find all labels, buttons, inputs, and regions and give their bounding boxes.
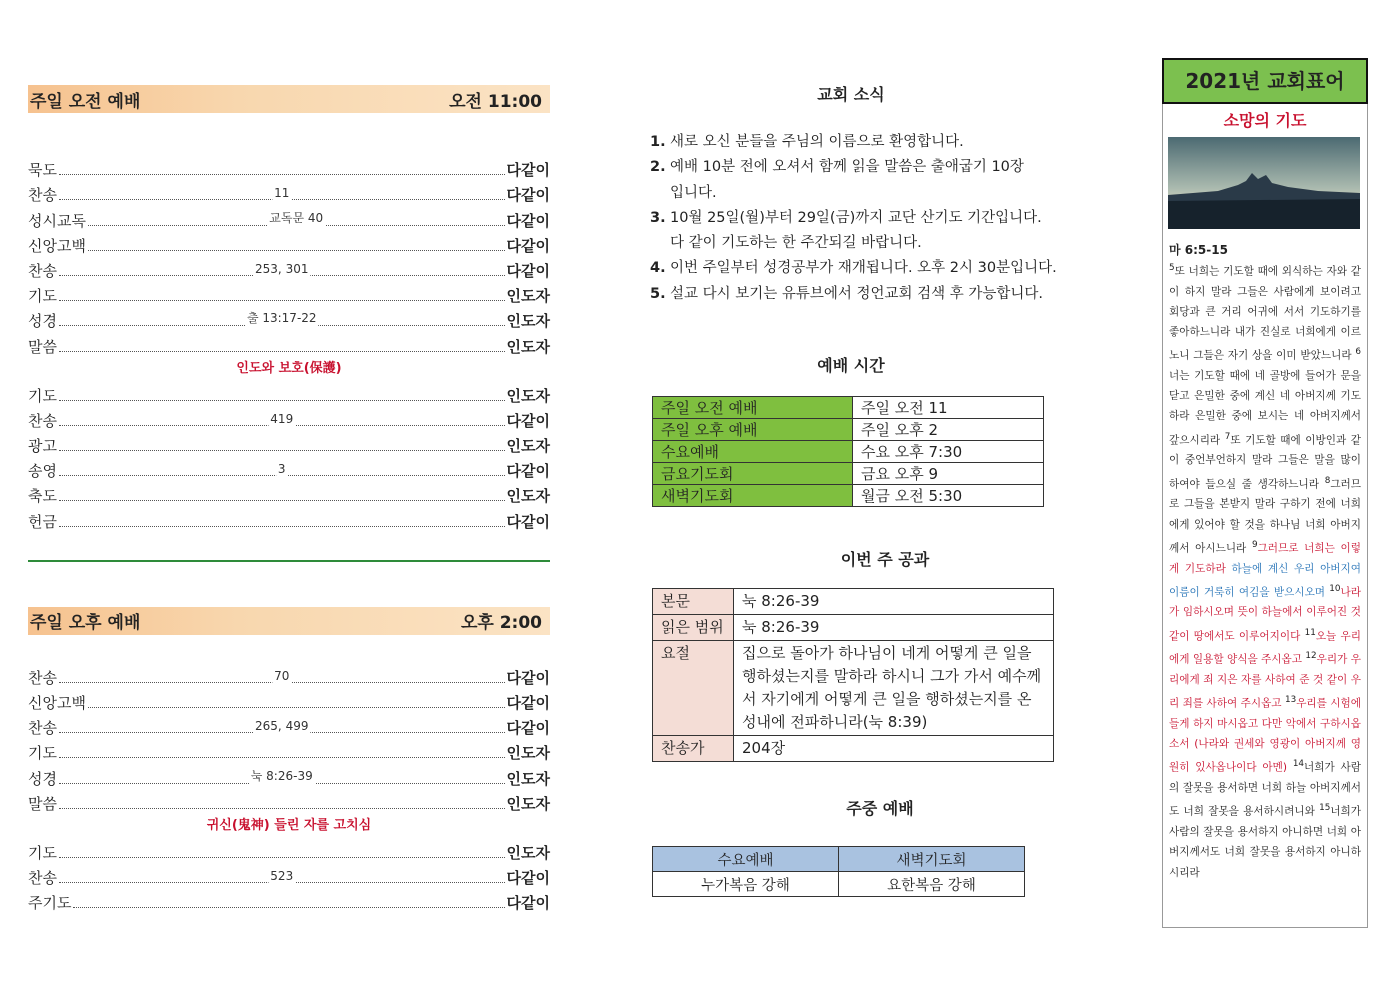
lesson-value: 눅 8:26-39 bbox=[734, 589, 1054, 615]
order-row bbox=[28, 205, 550, 230]
order-item-detail: 419 bbox=[270, 411, 294, 426]
scripture-text: $^5$또 너희는 기도할 때에 외식하는 자와 같이 하지 말라 그들은 사람에게 보이려고 회당과 큰 거리 어귀에 서서 기도하기를 좋아하느니라 내가 진실로 너희에게 이르노니 그들은 자기 상을 이미 받았느니라 $^6$너는 기도할 때에 네 골방에 들어가 문을 닫고 은밀한 중에 계신 네 아버지께 기도하라 은밀한 중에 보시는 네 아버지께서 갚으시리라 $^7$또 기도할 때에 이방인과 같이 중언부언하지 말라 그들은 말을 많이 하여야 들으실 줄 생각하느니라 $^8$그러므로 그들을 본받지 말라 구하기 전에 너희에게 있어야 할 것을 하나님 너희 아버지께서 아시느니라 $^9$그러므로 너희는 이렇게 기도하라 하늘에 계신 우리 아버지여 이름이 거룩히 여김을 받으시오며 $^{10}$나라가 임하시오며 뜻이 하늘에서 이루어진 것 같이 땅에서도 이루어지이다 $^{11}$오늘 우리에게 일용할 양식을 주시옵고 $^{12}$우리가 우리에게 죄 지은 자를 사하여 준 것 같이 우리 죄를 사하여 주시옵고 $^{13}$우리를 시험에 들게 하지 마시옵고 다만 악에서 구하시옵소서 (나라와 권세와 영광이 아버지께 영원히 있사옵나이다 아멘) $^{14}$너희가 사람의 잘못을 용서하면 너희 하늘 아버지께서도 너희 잘못을 용서하시려니와 $^{15}$너희가 사람의 잘못을 용서하지 아니하면 너희 아버지께서도 너희 잘못을 용서하지 아니하시리라 bbox=[1169, 263, 1362, 879]
order-item-detail: 눅 8:26-39 bbox=[250, 768, 313, 783]
order-item-leader: 인도자 bbox=[506, 843, 550, 862]
motto-body bbox=[1162, 104, 1368, 928]
order-item-label: 찬송 bbox=[28, 719, 57, 738]
order-row bbox=[28, 431, 550, 456]
scripture-reference: 마 6:5-15 bbox=[1169, 243, 1228, 257]
dot-leader bbox=[59, 499, 505, 501]
order-item-label: 찬송 bbox=[28, 869, 57, 888]
order-item-leader: 다같이 bbox=[506, 161, 550, 180]
order-item-leader: 인도자 bbox=[506, 287, 550, 306]
order-row bbox=[28, 381, 550, 406]
news-item-text: 설교 다시 보기는 유튜브에서 정언교회 검색 후 가능합니다. bbox=[670, 285, 1044, 302]
news-item-number: 4. bbox=[650, 260, 666, 277]
morning-order-list-after-sermon bbox=[28, 381, 550, 532]
order-item-label: 묵도 bbox=[28, 161, 57, 180]
order-item-label: 성경 bbox=[28, 769, 57, 788]
dot-leader bbox=[88, 210, 505, 226]
order-item-label: 말씀 bbox=[28, 794, 57, 813]
dot-leader bbox=[59, 299, 505, 301]
order-item-label: 신앙고백 bbox=[28, 236, 86, 255]
news-item-number: 5. bbox=[650, 285, 666, 302]
dot-leader bbox=[59, 525, 505, 527]
dot-leader bbox=[59, 411, 505, 426]
order-item-leader: 다같이 bbox=[506, 894, 550, 913]
order-item-detail: 265, 499 bbox=[255, 719, 309, 734]
lesson-title: 이번 주 공과 bbox=[840, 550, 930, 570]
dot-leader bbox=[59, 350, 505, 352]
order-row bbox=[28, 256, 550, 281]
afternoon-service-header bbox=[28, 607, 550, 635]
afternoon-order-list bbox=[28, 663, 550, 814]
order-item-detail: 출 13:17-22 bbox=[246, 311, 317, 326]
lesson-value: 집으로 돌아가 하나님이 네게 어떻게 큰 일을 행하셨는지를 말하라 하시니 그가 가서 예수께서 자기에게 어떻게 큰 일을 행하셨는지를 온 성내에 전파하니라(눅 8:39) bbox=[734, 641, 1054, 736]
schedule-service-time: 수요 오후 7:30 bbox=[853, 441, 1044, 463]
order-row bbox=[28, 180, 550, 205]
news-item bbox=[650, 130, 1090, 155]
weekday-value-wed: 누가복음 강해 bbox=[653, 872, 839, 897]
order-item-leader: 다같이 bbox=[506, 869, 550, 888]
order-item-leader: 다같이 bbox=[506, 719, 550, 738]
schedule-row bbox=[653, 463, 1044, 485]
motto-title: 2021년 교회표어 bbox=[1162, 58, 1368, 104]
news-item-continuation: 다 같이 기도하는 한 주간되길 바랍니다. bbox=[670, 235, 922, 252]
order-item-label: 헌금 bbox=[28, 512, 57, 531]
lesson-row bbox=[653, 736, 1054, 762]
dot-leader bbox=[73, 906, 504, 908]
order-item-leader: 인도자 bbox=[506, 386, 550, 405]
order-item-leader: 다같이 bbox=[506, 211, 550, 230]
schedule-service-name: 새벽기도회 bbox=[653, 485, 853, 507]
morning-sermon-title: 인도와 보호(保護) bbox=[236, 360, 342, 376]
prayer-title: 소망의 기도 bbox=[1223, 111, 1307, 130]
dot-leader bbox=[59, 719, 505, 734]
order-item-detail: 70 bbox=[274, 668, 290, 683]
order-item-label: 기도 bbox=[28, 843, 57, 862]
dot-leader bbox=[59, 856, 505, 858]
order-item-leader: 다같이 bbox=[506, 512, 550, 531]
order-item-leader: 인도자 bbox=[506, 437, 550, 456]
schedule-row bbox=[653, 485, 1044, 507]
order-row bbox=[28, 281, 550, 306]
lesson-value: 204장 bbox=[734, 736, 1054, 762]
dot-leader bbox=[59, 756, 505, 758]
order-row bbox=[28, 863, 550, 888]
lesson-key: 읽은 범위 bbox=[653, 615, 734, 641]
order-item-label: 축도 bbox=[28, 487, 57, 506]
news-item-text: 예배 10분 전에 오셔서 함께 읽을 말씀은 출애굽기 10장 bbox=[670, 159, 1024, 176]
order-item-leader: 다같이 bbox=[506, 261, 550, 280]
schedule-row bbox=[653, 397, 1044, 419]
dot-leader bbox=[59, 869, 505, 884]
church-motto-panel bbox=[1162, 58, 1368, 928]
order-item-label: 찬송 bbox=[28, 668, 57, 687]
order-row bbox=[28, 406, 550, 431]
worship-order-column bbox=[28, 85, 550, 913]
schedule-row bbox=[653, 419, 1044, 441]
order-item-leader: 다같이 bbox=[506, 186, 550, 205]
weekday-header-dawn: 새벽기도회 bbox=[839, 847, 1025, 872]
news-list bbox=[650, 130, 1090, 307]
schedule-service-time: 주일 오전 11 bbox=[853, 397, 1044, 419]
dot-leader bbox=[59, 311, 505, 326]
order-item-detail: 523 bbox=[270, 869, 294, 884]
schedule-table bbox=[652, 396, 1044, 507]
afternoon-sermon-title: 귀신(鬼神) 들린 자를 고치심 bbox=[206, 817, 372, 833]
dot-leader bbox=[59, 186, 505, 201]
order-row bbox=[28, 838, 550, 863]
order-item-leader: 다같이 bbox=[506, 462, 550, 481]
morning-service-time: 오전 11:00 bbox=[449, 91, 542, 112]
order-item-leader: 인도자 bbox=[506, 337, 550, 356]
order-item-leader: 다같이 bbox=[506, 668, 550, 687]
order-row bbox=[28, 155, 550, 180]
dot-leader bbox=[59, 261, 505, 276]
order-item-label: 광고 bbox=[28, 437, 57, 456]
news-item-text: 새로 오신 분들을 주님의 이름으로 환영합니다. bbox=[670, 134, 964, 150]
schedule-title: 예배 시간 bbox=[817, 356, 885, 376]
order-item-label: 찬송 bbox=[28, 186, 57, 205]
order-item-leader: 다같이 bbox=[506, 694, 550, 712]
news-item-text: 이번 주일부터 성경공부가 재개됩니다. 오후 2시 30분입니다. bbox=[670, 260, 1057, 277]
order-item-label: 찬송 bbox=[28, 411, 57, 430]
news-item bbox=[650, 206, 1090, 231]
news-item-continuation: 입니다. bbox=[670, 184, 717, 201]
afternoon-order-list-after-sermon bbox=[28, 838, 550, 914]
order-item-label: 주기도 bbox=[28, 894, 72, 913]
lesson-key: 요절 bbox=[653, 641, 734, 736]
morning-service-title: 주일 오전 예배 bbox=[30, 91, 141, 112]
order-item-leader: 인도자 bbox=[506, 794, 550, 813]
order-row bbox=[28, 231, 550, 256]
afternoon-service-title: 주일 오후 예배 bbox=[30, 613, 141, 634]
order-row bbox=[28, 763, 550, 788]
schedule-service-name: 수요예배 bbox=[653, 441, 853, 463]
dot-leader bbox=[59, 449, 505, 451]
order-item-leader: 인도자 bbox=[506, 487, 550, 506]
order-item-label: 성시교독 bbox=[28, 211, 86, 230]
schedule-service-name: 주일 오후 예배 bbox=[653, 419, 853, 441]
order-row bbox=[28, 331, 550, 356]
order-item-detail: 11 bbox=[274, 186, 290, 201]
order-row bbox=[28, 456, 550, 481]
order-item-label: 기도 bbox=[28, 386, 57, 405]
order-row bbox=[28, 738, 550, 763]
weekday-title: 주중 예배 bbox=[846, 799, 914, 819]
order-row bbox=[28, 306, 550, 331]
news-item bbox=[650, 256, 1090, 281]
morning-order-list bbox=[28, 155, 550, 357]
schedule-service-time: 금요 오후 9 bbox=[853, 463, 1044, 485]
order-item-detail: 253, 301 bbox=[255, 261, 309, 276]
schedule-row bbox=[653, 441, 1044, 463]
order-row bbox=[28, 713, 550, 738]
mountain-landscape-image bbox=[1168, 137, 1362, 229]
order-item-leader: 인도자 bbox=[506, 769, 550, 788]
order-row bbox=[28, 481, 550, 506]
order-row bbox=[28, 888, 550, 913]
lesson-row bbox=[653, 641, 1054, 736]
news-item-number: 2. bbox=[650, 159, 666, 176]
dot-leader bbox=[59, 399, 505, 401]
news-item bbox=[650, 282, 1090, 307]
order-item-detail: 3 bbox=[277, 462, 286, 477]
weekday-value-dawn: 요한복음 강해 bbox=[839, 872, 1025, 897]
morning-service-header bbox=[28, 85, 550, 113]
news-title: 교회 소식 bbox=[817, 85, 885, 104]
lesson-table bbox=[652, 588, 1054, 762]
dot-leader bbox=[59, 807, 505, 809]
order-item-label: 기도 bbox=[28, 287, 57, 306]
order-item-label: 기도 bbox=[28, 744, 57, 763]
order-item-leader: 인도자 bbox=[506, 744, 550, 763]
order-item-leader: 다같이 bbox=[506, 411, 550, 430]
dot-leader bbox=[59, 768, 505, 784]
order-row bbox=[28, 506, 550, 531]
dot-leader bbox=[88, 249, 505, 251]
lesson-key: 본문 bbox=[653, 589, 734, 615]
order-item-leader: 인도자 bbox=[506, 312, 550, 331]
dot-leader bbox=[59, 668, 505, 683]
weekday-table bbox=[652, 846, 1025, 897]
order-item-label: 말씀 bbox=[28, 337, 57, 356]
dot-leader bbox=[59, 173, 505, 175]
lesson-row bbox=[653, 589, 1054, 615]
order-item-detail: 교독문 40 bbox=[269, 210, 324, 225]
dot-leader bbox=[59, 462, 505, 477]
afternoon-service-time: 오후 2:00 bbox=[460, 613, 542, 634]
news-item-number: 1. bbox=[650, 134, 666, 150]
lesson-row bbox=[653, 615, 1054, 641]
order-row bbox=[28, 789, 550, 814]
church-news-column bbox=[650, 82, 1090, 897]
news-item bbox=[650, 155, 1090, 180]
order-item-label: 송영 bbox=[28, 462, 57, 481]
schedule-service-name: 주일 오전 예배 bbox=[653, 397, 853, 419]
order-row bbox=[28, 688, 550, 713]
weekday-header-wed: 수요예배 bbox=[653, 847, 839, 872]
order-item-label: 신앙고백 bbox=[28, 694, 86, 712]
news-item-number: 3. bbox=[650, 209, 666, 226]
lesson-value: 눅 8:26-39 bbox=[734, 615, 1054, 641]
order-item-leader: 다같이 bbox=[506, 236, 550, 255]
order-item-label: 찬송 bbox=[28, 261, 57, 280]
schedule-service-time: 월금 오전 5:30 bbox=[853, 485, 1044, 507]
lesson-key: 찬송가 bbox=[653, 736, 734, 762]
order-row bbox=[28, 663, 550, 688]
schedule-service-time: 주일 오후 2 bbox=[853, 419, 1044, 441]
schedule-service-name: 금요기도회 bbox=[653, 463, 853, 485]
dot-leader bbox=[88, 706, 505, 708]
order-item-label: 성경 bbox=[28, 312, 57, 331]
news-item-text: 10월 25일(월)부터 29일(금)까지 교단 산기도 기간입니다. bbox=[670, 209, 1042, 226]
